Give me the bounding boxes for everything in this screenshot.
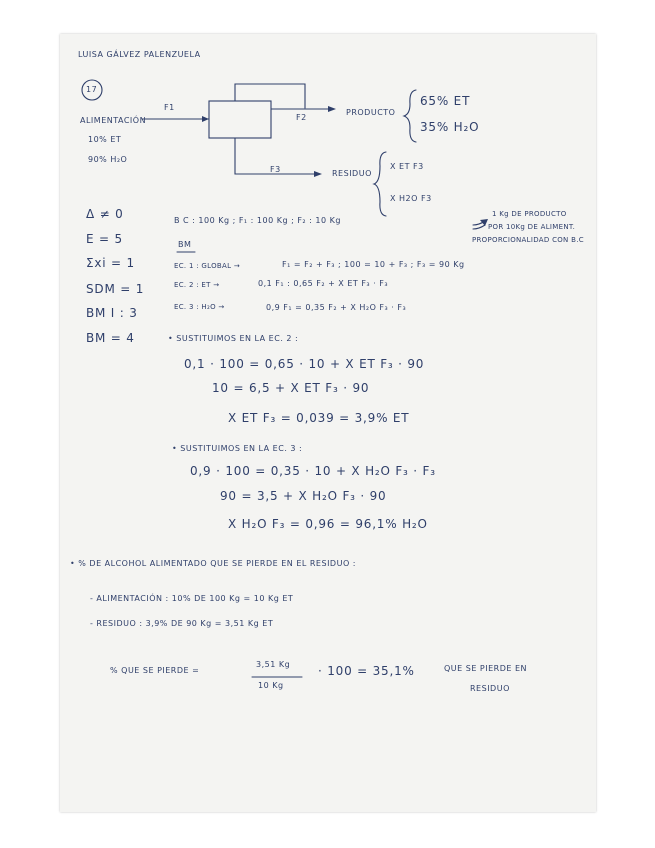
- balances-heading: BM: [178, 240, 192, 249]
- result-conclusion-2: RESIDUO: [470, 684, 510, 693]
- result-denominator: 10 Kg: [258, 681, 284, 690]
- product-stream-label: F2: [296, 113, 307, 122]
- feed-alcohol-item: - ALIMENTACIÓN : 10% DE 100 Kg = 10 Kg ET: [90, 594, 294, 603]
- residue-composition-water: X H2O F3: [390, 194, 432, 203]
- basis-line: B C : 100 Kg ; F₁ : 100 Kg ; F₂ : 10 Kg: [174, 216, 341, 225]
- basis-note-2: POR 10Kg DE ALIMENT.: [488, 223, 576, 231]
- substitution-1-line-1: 0,1 · 100 = 0,65 · 10 + X ET F₃ · 90: [184, 357, 425, 371]
- feed-composition-ethanol: 10% ET: [88, 135, 122, 144]
- eq2-ethanol-balance: 0,1 F₁ : 0,65 F₂ + X ET F₃ · F₃: [258, 279, 389, 288]
- result-value: · 100 = 35,1%: [318, 664, 415, 678]
- eq1-label: EC. 1 : GLOBAL →: [174, 262, 240, 270]
- problem-number: 17: [86, 85, 98, 94]
- basis-note-1: 1 Kg DE PRODUCTO: [492, 210, 567, 218]
- substitution-2-result: X H₂O F₃ = 0,96 = 96,1% H₂O: [228, 517, 428, 531]
- feed-stream-label: F1: [164, 103, 175, 112]
- eq2-label: EC. 2 : ET →: [174, 281, 220, 289]
- product-label: PRODUCTO: [346, 108, 396, 117]
- question-text: • % DE ALCOHOL ALIMENTADO QUE SE PIERDE EN EL RESIDUO :: [70, 559, 356, 568]
- residue-composition-ethanol: X ET F3: [390, 162, 424, 171]
- substitution-2-heading: • SUSTITUIMOS EN LA EC. 3 :: [172, 444, 303, 453]
- notebook-page: [60, 34, 596, 812]
- residue-label: RESIDUO: [332, 169, 372, 178]
- result-numerator: 3,51 Kg: [256, 660, 291, 669]
- product-composition-ethanol: 65% ET: [420, 94, 471, 108]
- analysis-line-5: BM I : 3: [86, 306, 138, 320]
- author-name: LUISA GÁLVEZ PALENZUELA: [78, 50, 201, 59]
- eq3-label: EC. 3 : H₂O →: [174, 303, 225, 311]
- residue-stream-label: F3: [270, 165, 281, 174]
- result-label: % QUE SE PIERDE =: [110, 666, 200, 675]
- substitution-2-line-2: 90 = 3,5 + X H₂O F₃ · 90: [220, 489, 387, 503]
- analysis-line-4: SDM = 1: [86, 282, 145, 296]
- feed-label: ALIMENTACIÓN: [80, 116, 147, 125]
- substitution-1-line-2: 10 = 6,5 + X ET F₃ · 90: [212, 381, 370, 395]
- product-composition-water: 35% H₂O: [420, 120, 480, 134]
- basis-note-3: PROPORCIONALIDAD CON B.C: [472, 236, 584, 244]
- eq1-global-balance: F₁ = F₂ + F₃ ; 100 = 10 + F₃ ; F₃ = 90 Kg: [282, 260, 465, 269]
- substitution-2-line-1: 0,9 · 100 = 0,35 · 10 + X H₂O F₃ · F₃: [190, 464, 436, 478]
- substitution-1-result: X ET F₃ = 0,039 = 3,9% ET: [228, 411, 410, 425]
- result-conclusion-1: QUE SE PIERDE EN: [444, 664, 528, 673]
- analysis-line-1: Δ ≠ 0: [86, 207, 124, 221]
- analysis-line-3: Σxi = 1: [86, 256, 135, 270]
- feed-composition-water: 90% H₂O: [88, 155, 128, 164]
- eq3-water-balance: 0,9 F₁ = 0,35 F₂ + X H₂O F₃ · F₃: [266, 303, 407, 312]
- substitution-1-heading: • SUSTITUIMOS EN LA EC. 2 :: [168, 334, 299, 343]
- analysis-line-2: E = 5: [86, 232, 123, 246]
- analysis-line-6: BM = 4: [86, 331, 135, 345]
- residue-alcohol-item: - RESIDUO : 3,9% DE 90 Kg = 3,51 Kg ET: [90, 619, 274, 628]
